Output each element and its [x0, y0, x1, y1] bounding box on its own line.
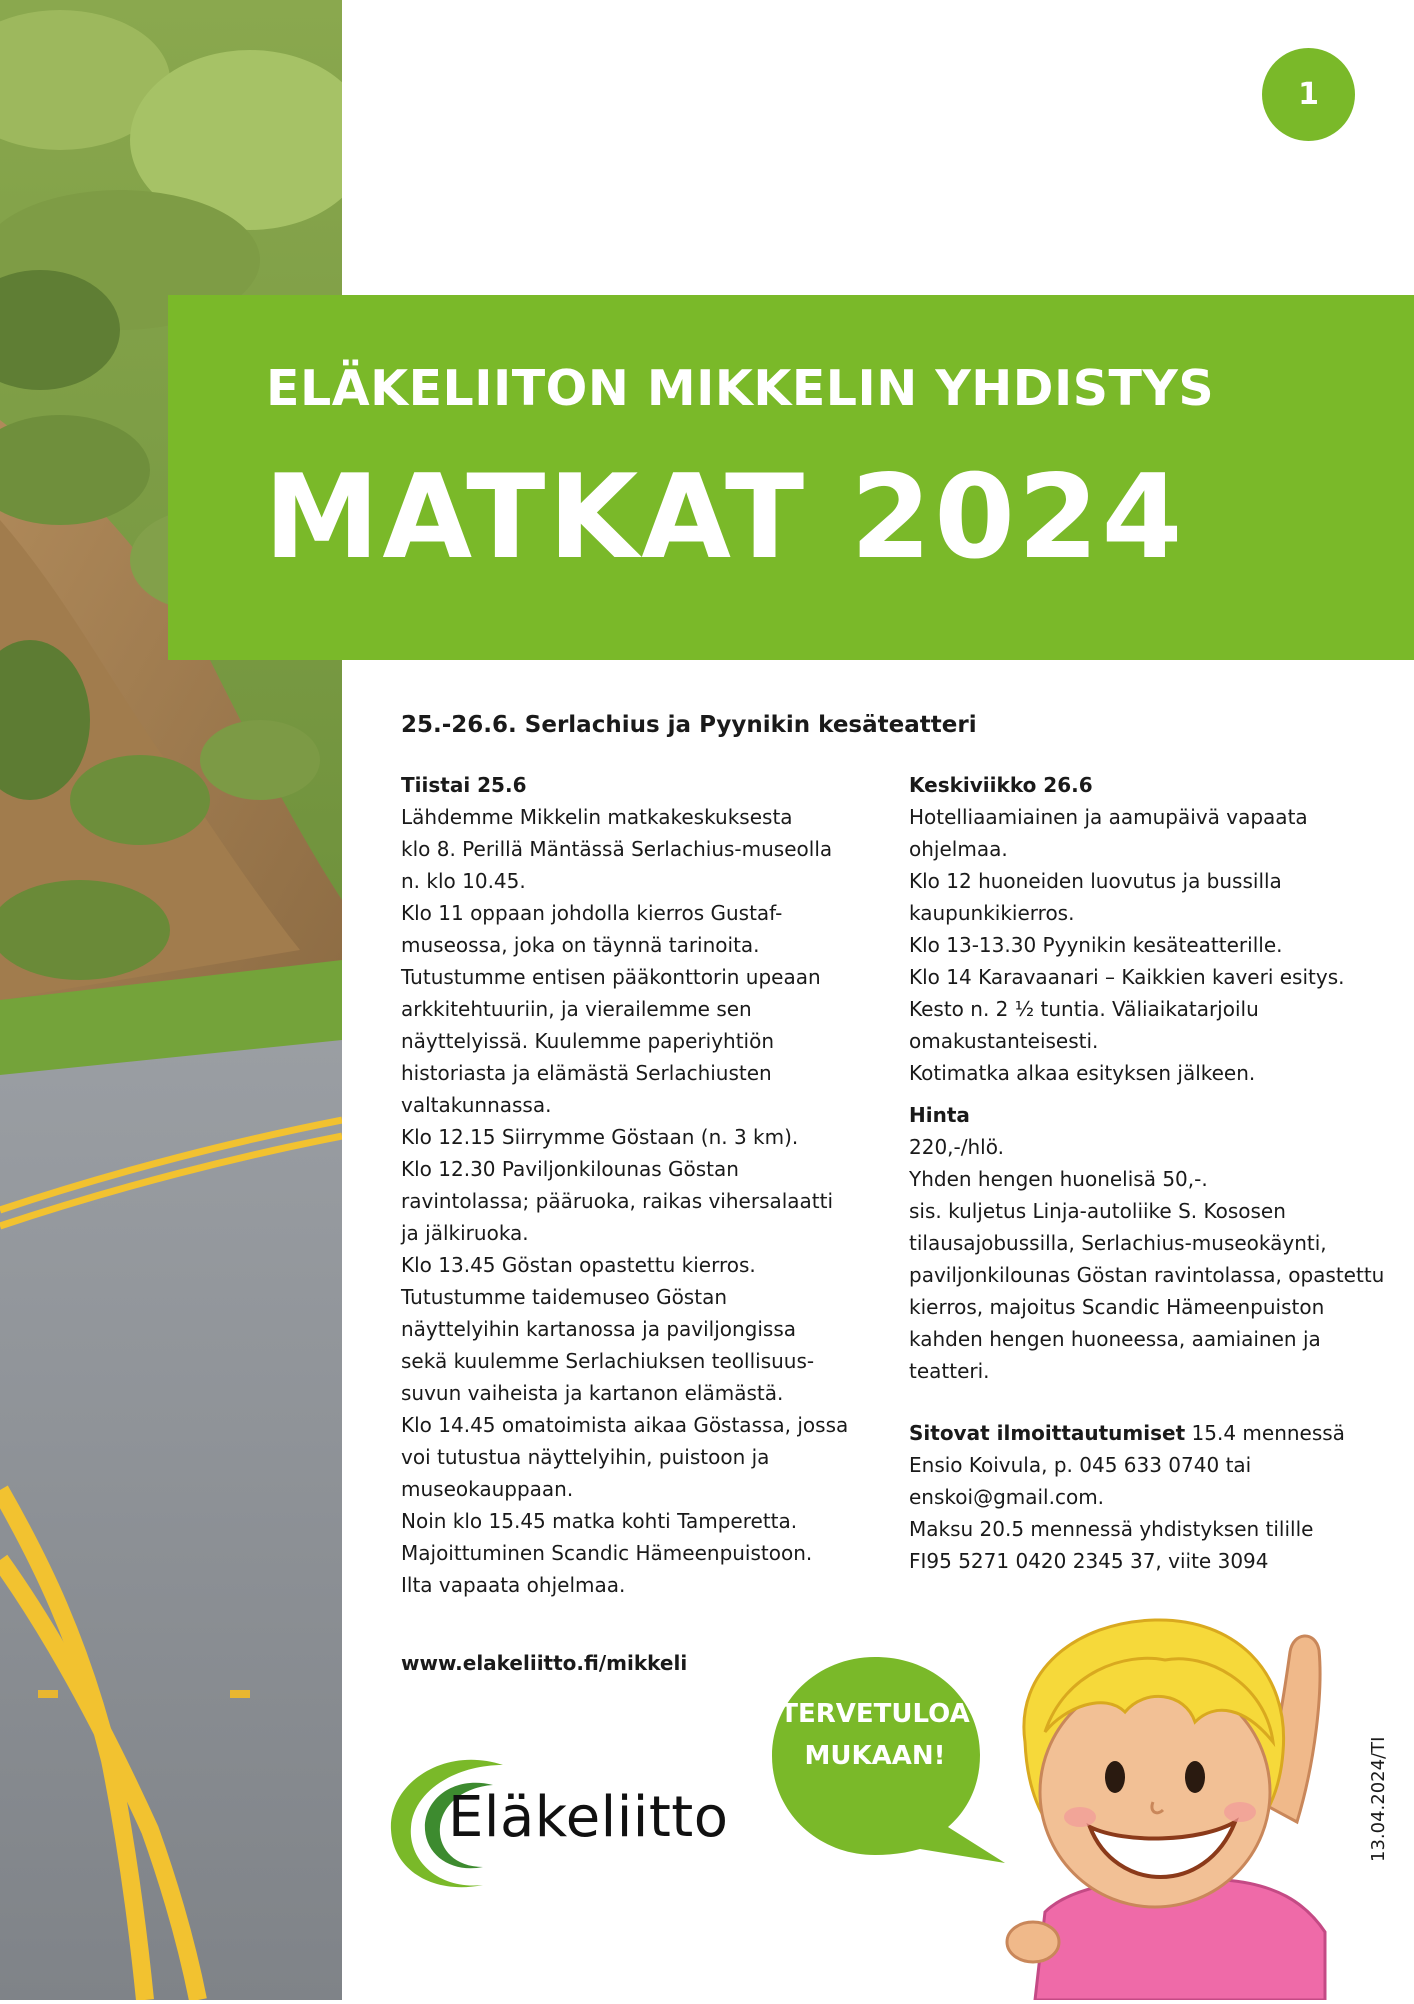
welcome-speech-bubble	[770, 1645, 1010, 1875]
price-line: tilausajobussilla, Serlachius-museokäynti,	[909, 1231, 1327, 1255]
registration-line: Ensio Koivula, p. 045 633 0740 tai	[909, 1453, 1252, 1477]
day1-line: arkkitehtuuriin, ja vierailemme sen	[401, 997, 752, 1021]
registration-line: Maksu 20.5 mennessä yhdistyksen tilille	[909, 1517, 1314, 1541]
title-banner	[168, 295, 1414, 660]
day2-line: Klo 14 Karavaanari – Kaikkien kaveri esitys.	[909, 965, 1345, 989]
day1-line: ja jälkiruoka.	[401, 1221, 529, 1245]
day1-line: museossa, joka on täynnä tarinoita.	[401, 933, 760, 957]
day1-line: Klo 12.15 Siirrymme Göstaan (n. 3 km).	[401, 1125, 799, 1149]
day1-line: suvun vaiheista ja kartanon elämästä.	[401, 1381, 784, 1405]
day1-line: museokauppaan.	[401, 1477, 574, 1501]
page-title: MATKAT 2024	[264, 450, 1186, 585]
price-line: sis. kuljetus Linja-autoliike S. Kososen	[909, 1199, 1286, 1223]
welcome-line-1: TERVETULOA	[780, 1699, 970, 1729]
day1-line: Klo 13.45 Göstan opastettu kierros.	[401, 1253, 756, 1277]
day2-line: omakustanteisesti.	[909, 1029, 1099, 1053]
organization-name: ELÄKELIITON MIKKELIN YHDISTYS	[266, 360, 1215, 417]
day1-line: näyttelyihin kartanossa ja paviljongissa	[401, 1317, 797, 1341]
day1-line: näyttelyissä. Kuulemme paperiyhtiön	[401, 1029, 775, 1053]
day2-heading: Keskiviikko 26.6	[909, 773, 1093, 797]
day2-line: Kotimatka alkaa esityksen jälkeen.	[909, 1061, 1256, 1085]
elakeliitto-logo	[383, 1745, 793, 1895]
day2-line: ohjelmaa.	[909, 837, 1008, 861]
day1-line: sekä kuulemme Serlachiuksen teollisuus-	[401, 1349, 815, 1373]
day1-line: Klo 12.30 Paviljonkilounas Göstan	[401, 1157, 739, 1181]
logo-wordmark: Eläkeliitto	[448, 1785, 729, 1850]
day1-line: Tutustumme taidemuseo Göstan	[401, 1285, 727, 1309]
price-line: paviljonkilounas Göstan ravintolassa, opastettu	[909, 1263, 1385, 1287]
welcome-text	[770, 1693, 980, 1777]
day1-line: Noin klo 15.45 matka kohti Tamperetta.	[401, 1509, 798, 1533]
event-title: 25.-26.6. Serlachius ja Pyynikin kesäteatteri	[401, 712, 977, 738]
day1-line: ravintolassa; pääruoka, raikas vihersalaatti	[401, 1189, 834, 1213]
price-line: Yhden hengen huonelisä 50,-.	[909, 1167, 1208, 1191]
day2-line: Kesto n. 2 ½ tuntia. Väliaikatarjoilu	[909, 997, 1259, 1021]
price-heading: Hinta	[909, 1103, 970, 1127]
day1-line: Majoittuminen Scandic Hämeenpuistoon.	[401, 1541, 813, 1565]
day1-line: Ilta vapaata ohjelmaa.	[401, 1573, 626, 1597]
day1-line: klo 8. Perillä Mäntässä Serlachius-museolla	[401, 837, 833, 861]
day2-line: kaupunkikierros.	[909, 901, 1075, 925]
day1-line: Klo 11 oppaan johdolla kierros Gustaf-	[401, 901, 783, 925]
price-line: kahden hengen huoneessa, aamiainen ja	[909, 1327, 1321, 1351]
registration-line: FI95 5271 0420 2345 37, viite 3094	[909, 1549, 1269, 1573]
print-date-code: 13.04.2024/TI	[1368, 1736, 1389, 1862]
day2-line: Klo 13-13.30 Pyynikin kesäteatterille.	[909, 933, 1283, 957]
website-link[interactable]: www.elakeliitto.fi/mikkeli	[401, 1651, 688, 1675]
page-number-badge: 1	[1262, 48, 1355, 141]
day1-line: valtakunnassa.	[401, 1093, 552, 1117]
cartoon-child-icon	[1005, 1612, 1345, 2000]
price-line: 220,-/hlö.	[909, 1135, 1004, 1159]
day1-line: n. klo 10.45.	[401, 869, 526, 893]
registration-heading-line	[909, 1417, 1389, 1449]
day2-line: Hotelliaamiainen ja aamupäivä vapaata	[909, 805, 1308, 829]
day1-line: historiasta ja elämästä Serlachiusten	[401, 1061, 772, 1085]
registration-heading: Sitovat ilmoittautumiset	[909, 1421, 1186, 1445]
day2-line: Klo 12 huoneiden luovutus ja bussilla	[909, 869, 1282, 893]
day1-line: Lähdemme Mikkelin matkakeskuksesta	[401, 805, 793, 829]
price-line: teatteri.	[909, 1359, 990, 1383]
day1-column	[401, 769, 871, 1601]
cartoon-child-illustration	[1005, 1612, 1345, 2000]
welcome-line-2: MUKAAN!	[804, 1741, 946, 1771]
registration-line: enskoi@gmail.com.	[909, 1485, 1105, 1509]
day1-line: Tutustumme entisen pääkonttorin upeaan	[401, 965, 821, 989]
price-line: kierros, majoitus Scandic Hämeenpuiston	[909, 1295, 1325, 1319]
day1-line: Klo 14.45 omatoimista aikaa Göstassa, jossa	[401, 1413, 849, 1437]
day1-line: voi tutustua näyttelyihin, puistoon ja	[401, 1445, 770, 1469]
registration-deadline: 15.4 mennessä	[1185, 1421, 1345, 1445]
day1-heading: Tiistai 25.6	[401, 773, 527, 797]
day2-column	[909, 769, 1389, 1577]
